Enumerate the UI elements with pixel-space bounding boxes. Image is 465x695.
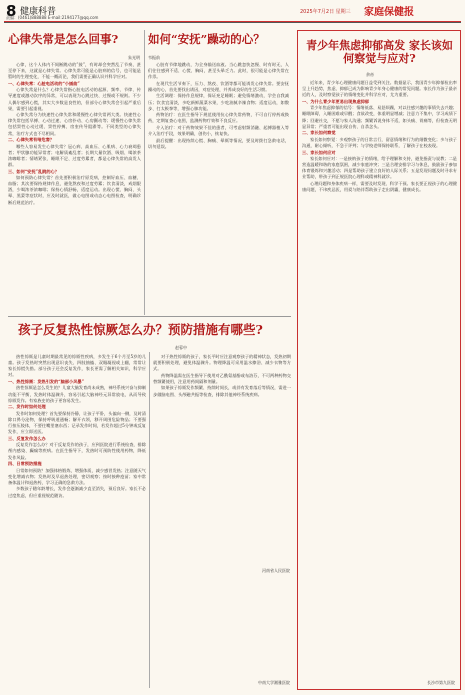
section-name: 健康科普 <box>20 7 57 17</box>
paragraph: 心理问题和身体疾病一样，需要及时发现、科学干预。家长要正视孩子的心理健康问题，不讳疾忌医，用爱与陪伴帮助孩子走出阴霾，健康成长。 <box>302 181 457 193</box>
subheading: 二、发作时如何处理 <box>8 404 46 410</box>
paragraph: 在现代生活节奏下，压力、熬夜、饮酒等都可能诱发心律失常。要安抚躁动的心，首先要找出诱因，对症处理，并养成良好的生活习惯。 <box>148 80 289 92</box>
paragraph: 药物降温需在医生指导下使用对乙酰氨基酚或布洛芬，不可两种药物交替频繁使用，注意用药间隔和剂量。 <box>153 372 291 384</box>
subheading: 三、家长如何应对 <box>302 149 336 155</box>
article-3-byline: 余帝 <box>366 72 374 77</box>
header-rule-2 <box>4 22 461 23</box>
article-4-title: 孩子反复热性惊厥怎么办？预防措施有哪些? <box>18 322 263 337</box>
article-3-source: 长沙市第九医院 <box>427 680 455 685</box>
page-header <box>0 0 465 22</box>
paragraph: 心律失常是什么？心律失常指心脏电活动的起源、频率、节律、传导速度或激动次序的异常，可以表现为心跳过快、过慢或不规则。不少人偶尔感到心慌，其实大多数是良性的，但部分心律失常会引起严重后果，需要引起重视。 <box>8 87 141 111</box>
paragraph: 心脏有节律地跳动，为全身输送血液。当心跳忽快忽慢、时有时无，人们往往感到不适、心慌、胸闷，甚至头晕乏力。此时，很可能是心律失常在作祟。 <box>148 62 289 80</box>
newspaper-name: 家庭保健报 <box>364 7 414 18</box>
article-3-body <box>302 80 457 672</box>
article-2-title: 如何“安抚”躁动的心？ <box>148 32 265 46</box>
paragraph: 生活调理：保持作息规律，保证充足睡眠；避免情绪激动，学会自我减压；饮食宜清淡，多吃新鲜蔬菜水果，少吃油腻辛辣食物；适度运动，如散步、打太极拳等，增强心肺功能。 <box>148 93 289 111</box>
article-5-source: 河南省人民医院 <box>262 568 290 573</box>
article-4-byline: 赵蓉中 <box>175 345 187 350</box>
article-5-body <box>153 354 291 676</box>
article-1-title: 心律失常是怎么回事? <box>8 32 119 46</box>
paragraph: 介入治疗：对于药物效果不佳的患者，可考虑射频消融、起搏器植入等介入治疗手段，效果明确，创伤小，恢复快。 <box>148 124 289 137</box>
paragraph: 最后提醒：出现持续心慌、胸痛、晕厥等情况，要及时拨打急救电话，切勿延误。 <box>148 137 289 149</box>
paragraph: 热性惊厥是怎么发生的？儿童大脑发育尚未成熟，神经系统兴奋与抑制功能不平衡，发热时体温骤升，容易引起大脑神经元异常放电，从而导致惊厥发作。有家族史的孩子更容易发生。 <box>8 385 146 403</box>
article-3-title: 青少年焦虑抑郁高发 家长该如何察觉与应对? <box>306 39 453 65</box>
section-divider <box>8 316 291 317</box>
subheading: 三、反复发作怎么办 <box>8 435 46 441</box>
article-1-byline: 朱光明 <box>128 55 140 60</box>
paragraph: 反复发作怎么办？对于反复发作的孩子，应到医院进行系统检查，排除颅内感染、癫痫等疾病。在医生指导下，发热时可预防性使用药物，降低发作风险。 <box>8 442 146 460</box>
article-4-source: 中南大学湘雅医院 <box>258 680 290 685</box>
column-divider <box>149 352 150 688</box>
page-number: 8 <box>6 2 17 20</box>
subheading: 三、如何“安抚”乱跳的心？ <box>8 168 59 174</box>
paragraph: 如果孩子惊厥发作频繁、持续时间长，或伴有发育落后等情况，需进一步做脑电图、头颅磁共振等检查，排除其他神经系统疾病。 <box>153 385 291 397</box>
column-divider <box>144 30 145 315</box>
subheading: 一、热性惊厥：发热引发的“脑部小风暴” <box>8 378 85 384</box>
paragraph: 心律失常分为快速性心律失常和缓慢性心律失常两大类。快速性心律失常包括早搏、心动过速、心房扑动、心房颤动等；缓慢性心律失常包括窦性心动过缓、窦性停搏、房室传导阻滞等。不同类型的心律失常，治疗方式也不尽相同。 <box>8 112 141 136</box>
subheading: 二、心律失常有啥危害？ <box>8 137 55 143</box>
subheading: 一、心律失常：心脏电活动的“小插曲” <box>8 80 80 86</box>
article-2-body <box>148 62 289 312</box>
paragraph: 心律，这个人体内不间断跳动的“鼓”，有时却会突然乱了节奏，甚至停下来，这就是心律失常。心律失常可能是心脏病的信号，也可能是暂时的生理变化，不能一概而论，我们需要正确认识并科学应对。 <box>8 62 141 80</box>
paragraph: 近年来，青少年心理健康问题日益受到关注。数据显示，我国青少年抑郁检出率呈上升趋势，焦虑、抑郁已成为影响青少年身心健康的常见问题。家长作为孩子最亲近的人，及时察觉孩子的情绪变化并科学应对，尤为重要。 <box>302 80 457 98</box>
paragraph: 如何预防心律失常？首先要积极治疗原发病，控制好血压、血糖、血脂；其次要保持规律作息，避免熬夜和过度劳累；饮食清淡，戒烟限酒，少喝浓茶浓咖啡；保持心情舒畅，适度运动。出现心慌、胸闷、头晕、黑蒙等症状时，应及时就医，做心电图或动态心电图检查，明确诊断后规范治疗。 <box>8 175 141 205</box>
article-4-body <box>8 354 146 688</box>
paragraph: 热性惊厥是儿童时期最常见的惊厥性疾病，多发生于6个月至5岁的儿童。孩子发热时突然出现意识丧失、四肢抽搐、双眼凝视或上翻，常常让家长惊慌失措。部分孩子还会反复发作，家长更需了解相关知识，科学应对。 <box>8 354 146 378</box>
issue-date: 2025年7月2日 星期三 <box>300 9 351 15</box>
subheading: 四、日常预防措施 <box>8 461 42 467</box>
subheading: 二、家长如何察觉 <box>302 130 336 136</box>
article-2-byline: 韦振前 <box>148 55 160 60</box>
paragraph: 发作时如何处理？首先要保持冷静，让孩子平卧，头偏向一侧，及时清除口鼻分泌物，保持呼吸道通畅；解开衣领，移开周围危险物品；不要强行按压肢体，不要往嘴里塞东西；记录发作时间，若发作超过5分钟或反复发作，应立即送医。 <box>8 410 146 435</box>
edit-line: 责编：(0461)888888 E-mail:2194177@qq.com <box>6 15 99 20</box>
paragraph: 药物治疗：在医生指导下规范使用抗心律失常药物，不可自行停药或换药，定期复查心电图，监测药物疗效和不良反应。 <box>148 112 289 124</box>
paragraph: 家长如何应对：一是接纳孩子的情绪，给予理解和支持，避免指责与说教；二是营造温暖和谐的家庭氛围，减少家庭冲突；三是合理安排学习与休息，鼓励孩子参加体育锻炼和兴趣活动；四是帮助孩子建立良好的人际关系；五是发现问题及时寻求专业帮助，带孩子到正规医院心理科或精神科就诊。 <box>302 156 457 180</box>
paragraph: 青少年焦虑抑郁的信号：情绪低落、易怒烦躁，对以往感兴趣的事情失去兴趣；睡眠障碍，入睡困难或早醒；食欲改变，体重明显增减；注意力不集中，学习成绩下降；回避社交，不愿与家人沟通；频繁诉说身体不适，如头痛、胃痛等，但检查无明显异常；严重者可能出现自伤、自杀念头。 <box>302 105 457 129</box>
article-1-body <box>8 62 141 312</box>
paragraph: 对于热性惊厥的孩子，家长平时应注意观察孩子的精神状态，发热初期就要积极处理，避免体温骤升。物理降温可采用温水擦浴、减少衣物等方式。 <box>153 354 291 372</box>
subheading: 一、为什么青少年更易出现焦虑抑郁 <box>302 98 370 104</box>
paragraph: 日常如何预防？加强体格锻炼，增强体质，减少感冒发热；注意随天气变化增减衣物；发热时及早退热处理，密切观察；按时接种疫苗；家中常备体温计和退热药，学习正确的急救方法。 <box>8 467 146 485</box>
paragraph: 家长如何察觉：多观察孩子的日常言行，留意情绪和行为的细微变化；多与孩子沟通，耐心倾听，不急于评判；与学校老师保持联系，了解孩子在校表现。 <box>302 136 457 148</box>
paragraph: 哪些人容易发生心律失常？冠心病、高血压、心肌病、心力衰竭患者；甲状腺功能异常者；电解质紊乱者；长期大量饮酒、吸烟、喝浓茶浓咖啡者；情绪紧张、睡眠不足、过度劳累者，都是心律失常的高发人群。 <box>8 143 141 167</box>
paragraph: 多数孩子随年龄增长，发作会逐渐减少直至消失，预后良好。家长不必过度焦虑，但应重视规范随访。 <box>8 486 146 498</box>
